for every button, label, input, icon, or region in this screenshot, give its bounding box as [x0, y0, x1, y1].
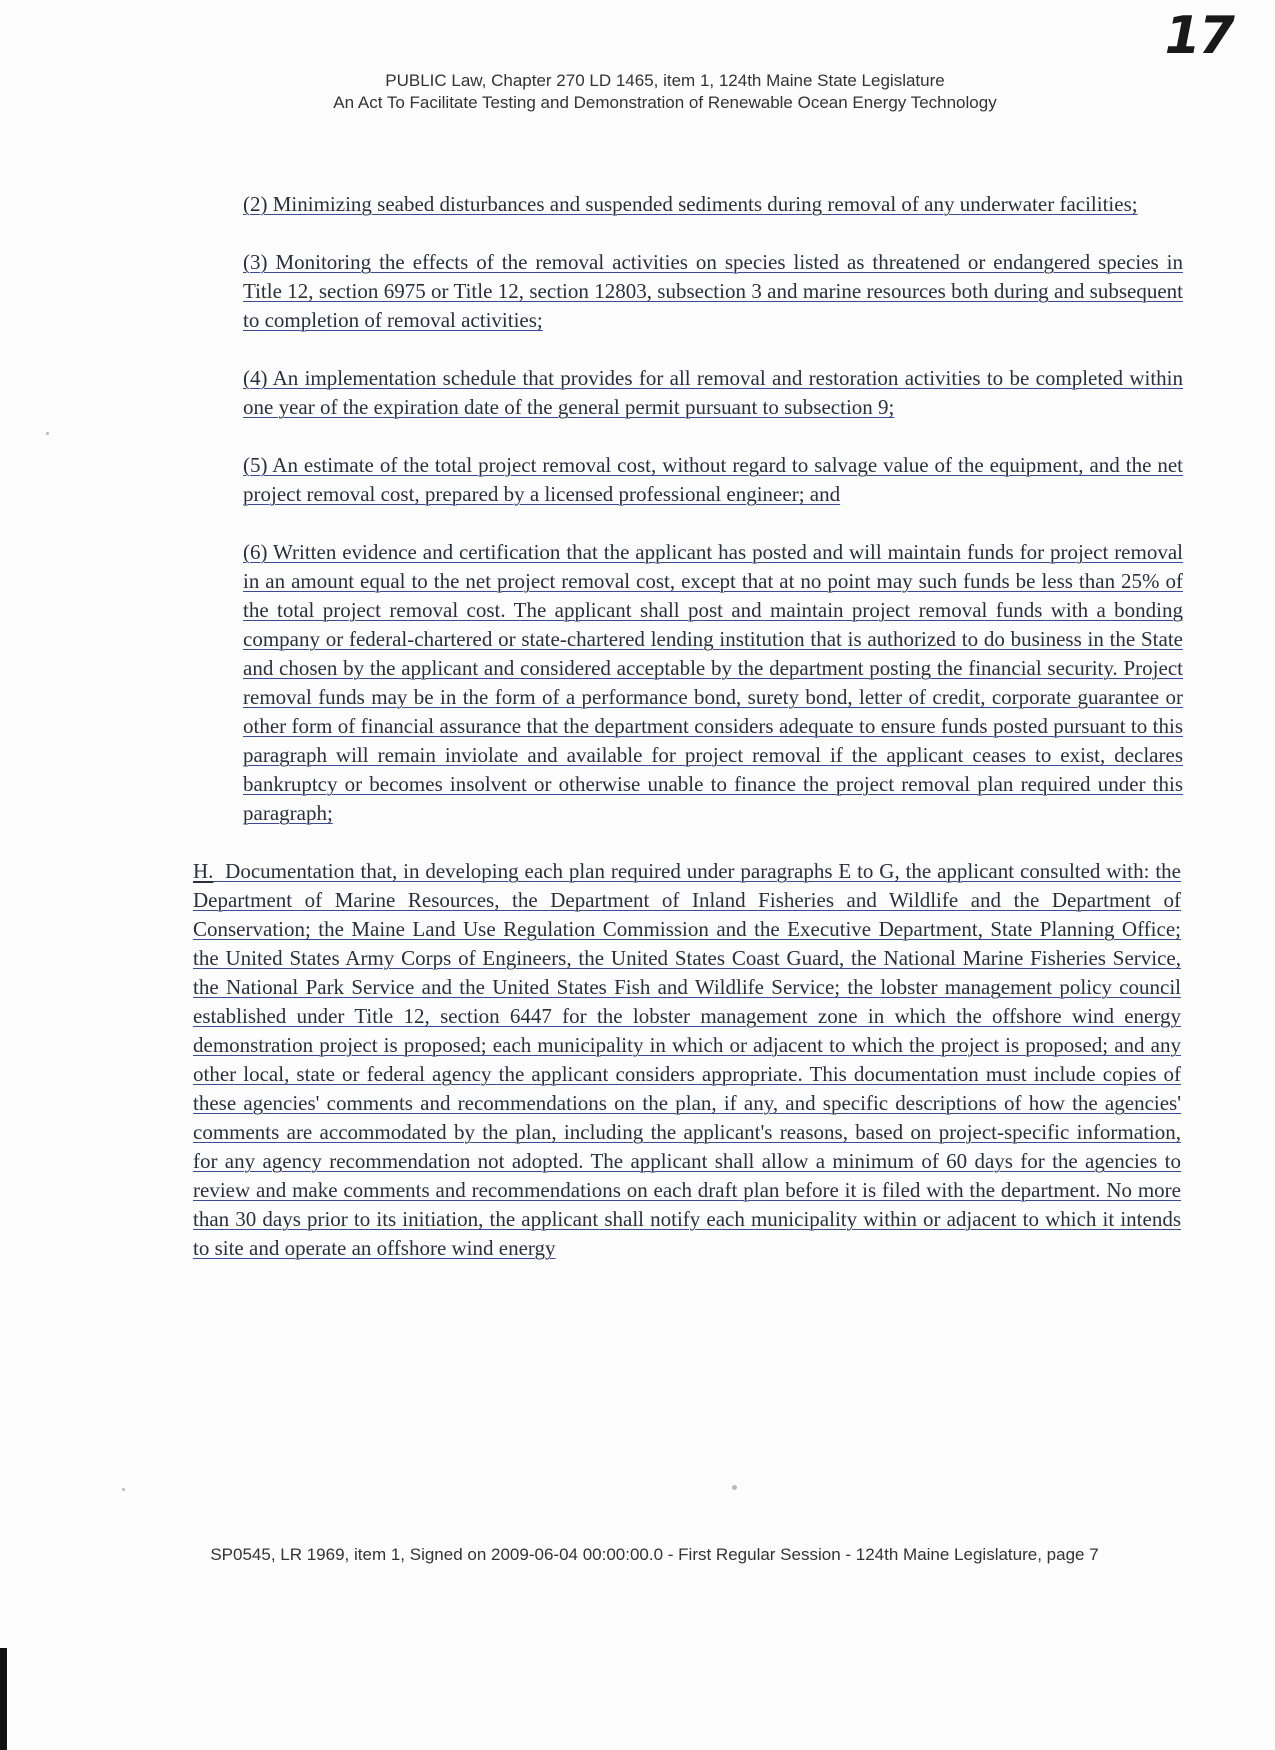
subparagraph-5: (5) An estimate of the total project removal cost, without regard to salvage value of the equipment, and the net project removal cost, prepared by a licensed professional engineer; and — [243, 453, 1183, 506]
header-line-1: PUBLIC Law, Chapter 270 LD 1465, item 1, 124th Maine State Legislature — [385, 71, 945, 90]
handwritten-page-number: 17 — [1164, 6, 1233, 66]
scan-speck — [732, 1485, 737, 1490]
scan-speck — [122, 1488, 125, 1491]
document-body — [0, 190, 1275, 1263]
paragraph-h — [193, 857, 1181, 1263]
paragraph-h-text: Documentation that, in developing each plan required under paragraphs E to G, the applicant consulted with: the Department of Marine Resources, the Department of Inland Fisheries and Wildlife and the Department of Conservation; the Maine Land Use Regulation Commission and the Executive Department, State Planning Office; the United States Army Corps of Engineers, the United States Coast Guard, the National Marine Fisheries Service, the National Park Service and the United States Fish and Wildlife Service; the lobster management policy council established under Title 12, section 6447 for the lobster management zone in which the offshore wind energy demonstration project is proposed; each municipality in which or adjacent to which the project is proposed; and any other local, state or federal agency the applicant considers appropriate. This documentation must include copies of these agencies' comments and recommendations on the plan, if any, and specific descriptions of how the agencies' comments are accommodated by the plan, including the applicant's reasons, based on project-specific information, for any agency recommendation not adopted. The applicant shall allow a minimum of 60 days for the agencies to review and make comments and recommendations on each draft plan before it is filed with the department. No more than 30 days prior to its initiation, the applicant shall notify each municipality within or adjacent to which it intends to site and operate an offshore wind energy — [193, 859, 1182, 1260]
subparagraph-6: (6) Written evidence and certification that the applicant has posted and will maintain funds for project removal in an amount equal to the net project removal cost, except that at no point may such funds be less than 25% of the total project removal cost. The applicant shall post and maintain project removal funds with a bonding company or federal-chartered or state-chartered lending institution that is authorized to do business in the State and chosen by the applicant and considered acceptable by the department posting the financial security. Project removal funds may be in the form of a performance bond, surety bond, letter of credit, corporate guarantee or other form of financial assurance that the department considers adequate to ensure funds posted pursuant to this paragraph will remain inviolate and available for project removal if the applicant ceases to exist, declares bankruptcy or becomes insolvent or otherwise unable to finance the project removal plan required under this paragraph; — [243, 540, 1183, 825]
page-footer: SP0545, LR 1969, item 1, Signed on 2009-06-04 00:00:00.0 - First Regular Session - 124th Maine Legislature, page 7 — [210, 1545, 1099, 1564]
subparagraph-4: (4) An implementation schedule that provides for all removal and restoration activities to be completed within one year of the expiration date of the general permit pursuant to subsection 9; — [243, 366, 1183, 419]
page-header — [0, 70, 1275, 114]
header-line-2: An Act To Facilitate Testing and Demonstration of Renewable Ocean Energy Technology — [333, 93, 997, 112]
paragraph-h-marker: H. — [193, 859, 214, 883]
subparagraph-3: (3) Monitoring the effects of the removal activities on species listed as threatened or endangered species in Title 12, section 6975 or Title 12, section 12803, subsection 3 and marine resources both during and subsequent to completion of removal activities; — [243, 250, 1183, 332]
scan-speck — [46, 432, 49, 435]
scan-edge-mark — [0, 1648, 7, 1750]
subparagraph-2: (2) Minimizing seabed disturbances and suspended sediments during removal of any underwater facilities; — [243, 192, 1138, 216]
